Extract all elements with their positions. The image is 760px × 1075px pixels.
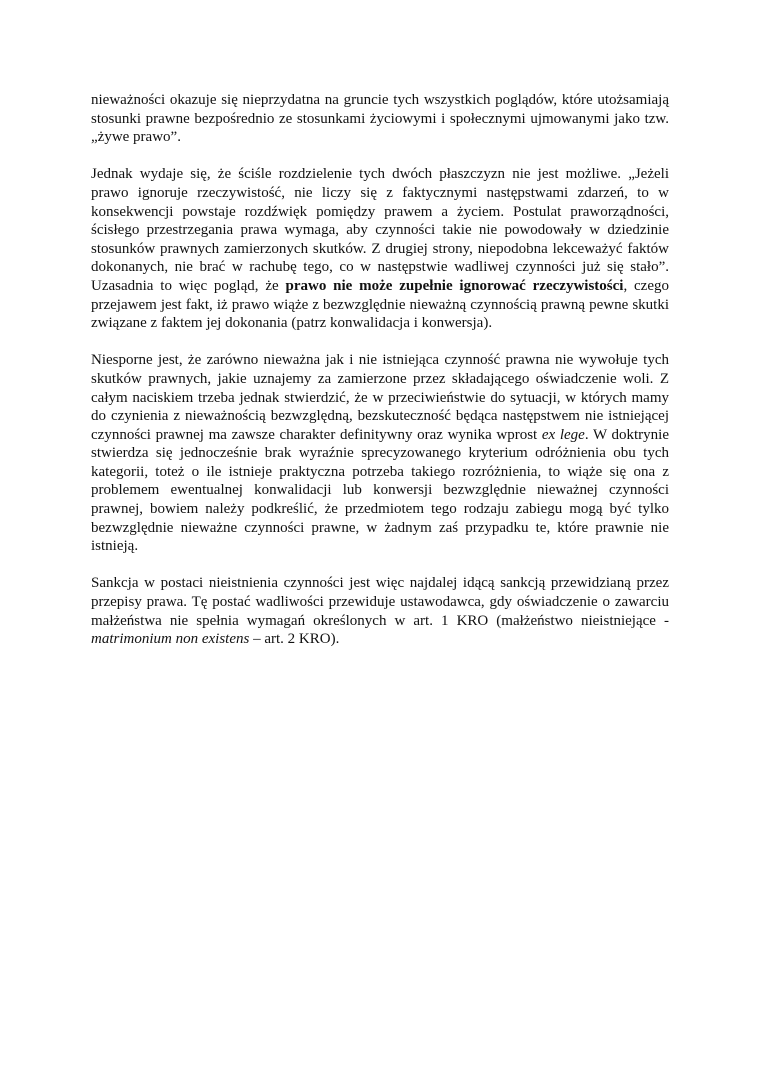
paragraph-text: – art. 2 KRO).	[249, 631, 340, 648]
paragraph-text: Jednak wydaje się, że ściśle rozdzielenie tych dwóch płaszczyzn nie jest możliwe. „Jeżeli prawo ignoruje rzeczywistość, nie liczy się z faktycznymi następstwami zdarzeń, to w konsekwencji powstaje rozdźwięk pomiędzy prawem a życiem. Postulat praworządności, ścisłego przestrzegania prawa wymaga, aby czynności takie nie powodowały w dziedzinie stosunków prawnych zamierzonych skutków. Z drugiej strony, niepodobna lekceważyć faktów dokonanych, nie brać w rachubę tego, co w następstwie wadliwej czynności już się stało”. Uzasadnia to więc pogląd, że	[91, 166, 669, 294]
paragraph-text: nieważności okazuje się nieprzydatna na gruncie tych wszystkich poglądów, które utożsamiają stosunki prawne bezpośrednio ze stosunkami życiowymi i społecznymi ujmowanymi jako tzw. „żywe prawo”.	[91, 92, 669, 146]
emphasized-text: prawo nie może zupełnie ignorować rzeczywistości	[285, 277, 624, 294]
paragraph-text: Niesporne jest, że zarówno nieważna jak i nie istniejąca czynność prawna nie wywołuje tych skutków prawnych, jakie uznajemy za zamierzone przez składającego oświadczenie woli. Z całym naciskiem trzeba jednak stwierdzić, że w przeciwieństwie do sytuacji, w których mamy do czynienia z nieważnością bezwzględną, bezskuteczność będąca następstwem nie istniejącej czynności prawnej ma zawsze charakter definitywny oraz wynika wprost	[91, 352, 669, 443]
paragraph-4	[91, 574, 669, 648]
paragraph-3	[91, 351, 669, 556]
paragraph-text: . W doktrynie stwierdza się jednocześnie brak wyraźnie sprecyzowanego kryterium odróżnienia obu tych kategorii, toteż o ile istnieje praktyczna potrzeba takiego rozróżnienia, to wiąże się ona z problemem ewentualnej konwalidacji lub konwersji bezwzględnie nieważnej czynności prawnej, bowiem należy podkreślić, że przedmiotem tego rodzaju zabiegu mogą być tylko bezwzględnie nieważne czynności prawne, w żadnym zaś przypadku te, które prawnie nie istnieją.	[91, 426, 669, 555]
document-body	[91, 91, 669, 667]
paragraph-text: Sankcja w postaci nieistnienia czynności jest więc najdalej idącą sankcją przewidzianą przez przepisy prawa. Tę postać wadliwości przewiduje ustawodawca, gdy oświadczenie o zawarciu małżeństwa nie spełnia wymagań określonych w art. 1 KRO (małżeństwo nieistniejące -	[91, 575, 669, 629]
paragraph-1	[91, 91, 669, 147]
paragraph-text: , czego przejawem jest fakt, iż prawo wiąże z bezwzględnie nieważną czynnością prawną pewne skutki związane z faktem jej dokonania (patrz konwalidacja i konwersja).	[91, 277, 669, 332]
latin-term: matrimonium non existens	[91, 631, 250, 648]
paragraph-2	[91, 165, 669, 332]
latin-term: ex lege	[541, 426, 585, 443]
